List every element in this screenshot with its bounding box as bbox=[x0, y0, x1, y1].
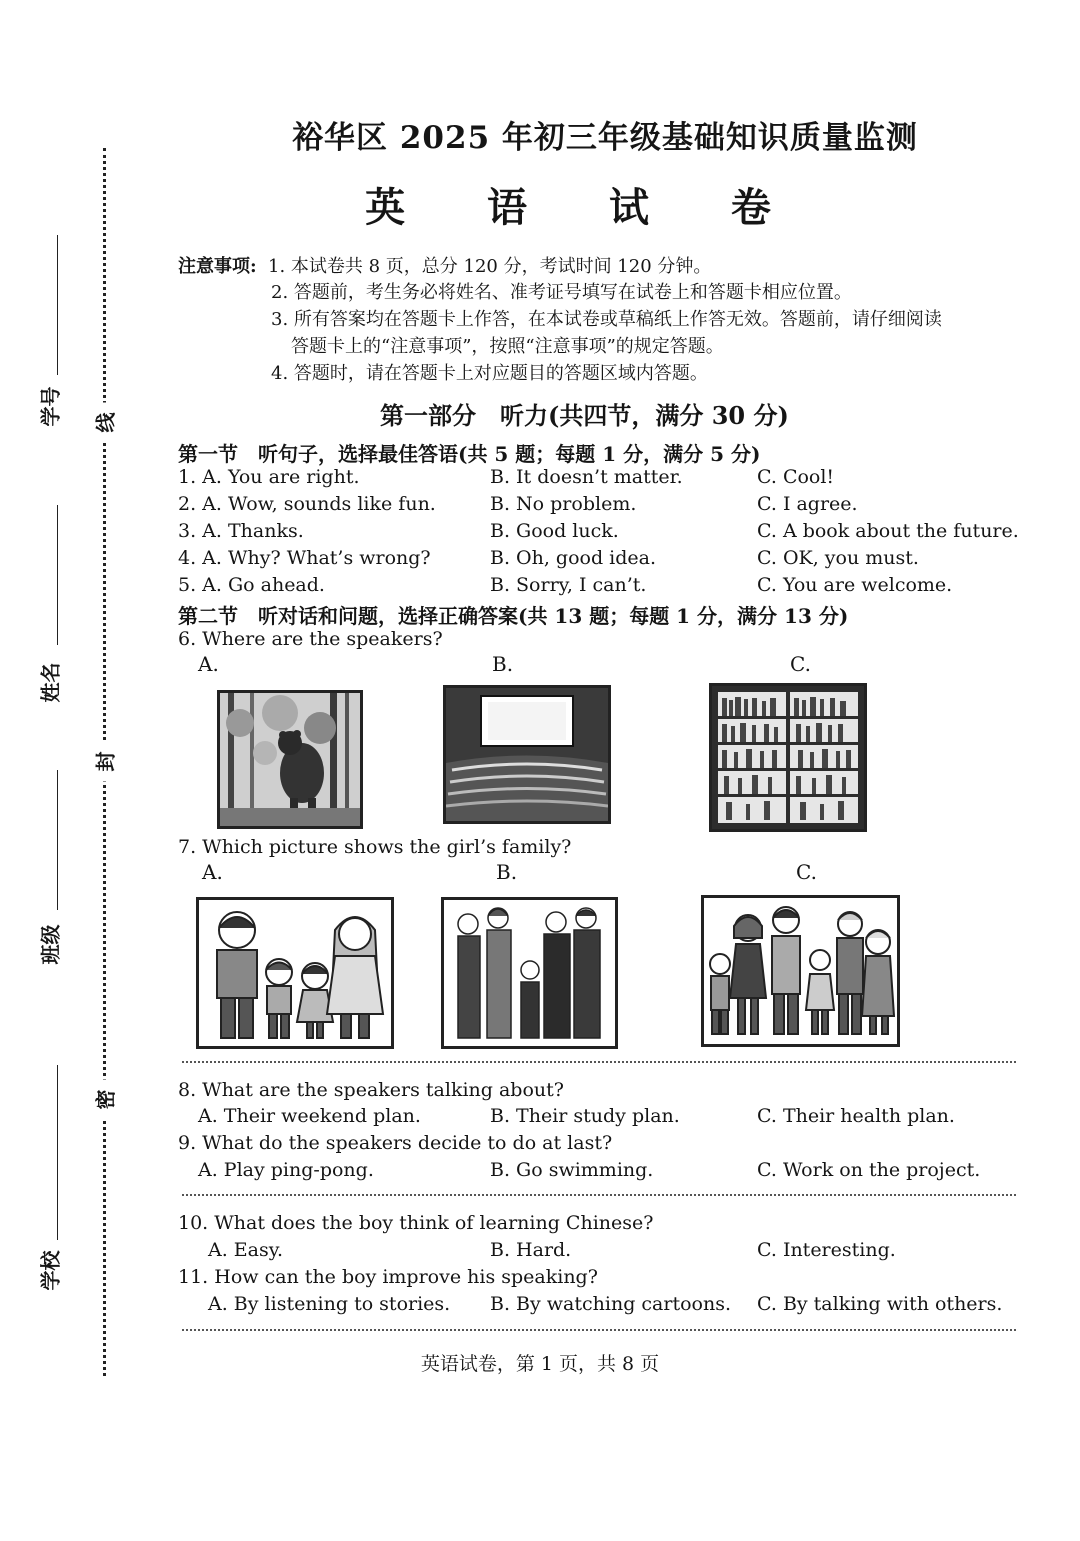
exam-title: 裕华区 2025 年初三年级基础知识质量监测 bbox=[292, 120, 918, 156]
q6-label-a: A. bbox=[198, 652, 219, 676]
q7-text: 7. Which picture shows the girl’s family? bbox=[178, 836, 572, 858]
q7-label-b: B. bbox=[496, 860, 518, 884]
student-id-label: 学号 bbox=[38, 386, 63, 427]
exam-subtitle: 英 语 试 卷 bbox=[365, 184, 805, 231]
q11-option-a: A. By listening to stories. bbox=[208, 1293, 451, 1315]
q11-option-b: B. By watching cartoons. bbox=[490, 1293, 731, 1315]
q2-option-c: C. I agree. bbox=[757, 493, 858, 515]
forest-bear-illustration bbox=[220, 693, 360, 826]
q8-option-a: A. Their weekend plan. bbox=[198, 1105, 421, 1127]
q6-text: 6. Where are the speakers? bbox=[178, 628, 443, 650]
q1-option-c: C. Cool! bbox=[757, 466, 835, 488]
binding-mark-feng: 封 bbox=[90, 742, 119, 782]
binding-mark-mi: 密 bbox=[90, 1080, 119, 1120]
family-formal-illustration bbox=[444, 900, 615, 1046]
cinema-screen-illustration bbox=[446, 688, 608, 821]
q5-option-b: B. Sorry, I can’t. bbox=[490, 574, 647, 596]
q10-option-a: A. Easy. bbox=[208, 1239, 283, 1261]
page-footer: 英语试卷，第 1 页，共 8 页 bbox=[420, 1353, 660, 1375]
separator-3 bbox=[182, 1329, 1016, 1331]
q3-option-a: 3. A. Thanks. bbox=[178, 520, 304, 542]
q9-text: 9. What do the speakers decide to do at last? bbox=[178, 1132, 613, 1154]
q7-label-c: C. bbox=[796, 860, 817, 884]
part1-heading: 第一部分 听力(共四节，满分 30 分) bbox=[380, 401, 789, 430]
q1-option-a: 1. A. You are right. bbox=[178, 466, 360, 488]
note-item-3-cont: 答题卡上的“注意事项”，按照“注意事项”的规定答题。 bbox=[291, 336, 724, 357]
q1-option-b: B. It doesn’t matter. bbox=[490, 466, 683, 488]
q4-option-c: C. OK, you must. bbox=[757, 547, 919, 569]
section1-heading: 第一节 听句子，选择最佳答语(共 5 题；每题 1 分，满分 5 分) bbox=[178, 442, 761, 466]
note-item-1: 1. 本试卷共 8 页，总分 120 分，考试时间 120 分钟。 bbox=[268, 256, 712, 277]
section2-heading: 第二节 听对话和问题，选择正确答案(共 13 题；每题 1 分，满分 13 分) bbox=[178, 604, 849, 628]
q7-picture-family-extended bbox=[701, 895, 900, 1047]
q11-option-c: C. By talking with others. bbox=[757, 1293, 1003, 1315]
q5-option-a: 5. A. Go ahead. bbox=[178, 574, 325, 596]
q7-label-a: A. bbox=[202, 860, 223, 884]
q2-option-b: B. No problem. bbox=[490, 493, 637, 515]
q2-option-a: 2. A. Wow, sounds like fun. bbox=[178, 493, 436, 515]
q8-option-c: C. Their health plan. bbox=[757, 1105, 955, 1127]
q11-text: 11. How can the boy improve his speaking? bbox=[178, 1266, 598, 1288]
q9-option-c: C. Work on the project. bbox=[757, 1159, 981, 1181]
bookshelf-illustration bbox=[712, 686, 864, 829]
family-four-illustration bbox=[199, 900, 391, 1046]
class-label: 班级 bbox=[38, 924, 63, 965]
student-id-line bbox=[57, 235, 58, 375]
q6-picture-cinema bbox=[443, 685, 611, 824]
name-line bbox=[57, 505, 58, 645]
q6-picture-forest bbox=[217, 690, 363, 829]
name-label: 姓名 bbox=[38, 662, 63, 703]
q4-option-a: 4. A. Why? What’s wrong? bbox=[178, 547, 431, 569]
q5-option-c: C. You are welcome. bbox=[757, 574, 953, 596]
q9-option-b: B. Go swimming. bbox=[490, 1159, 654, 1181]
q8-text: 8. What are the speakers talking about? bbox=[178, 1079, 564, 1101]
q6-picture-library bbox=[709, 683, 867, 832]
q10-option-c: C. Interesting. bbox=[757, 1239, 896, 1261]
q9-option-a: A. Play ping-pong. bbox=[198, 1159, 374, 1181]
q7-picture-family-formal bbox=[441, 897, 618, 1049]
q7-picture-family-four bbox=[196, 897, 394, 1049]
q4-option-b: B. Oh, good idea. bbox=[490, 547, 657, 569]
note-item-3: 3. 所有答案均在答题卡上作答，在本试卷或草稿纸上作答无效。答题前，请仔细阅读 bbox=[271, 309, 942, 330]
class-line bbox=[57, 770, 58, 910]
binding-mark-xian: 线 bbox=[90, 403, 119, 443]
separator-2 bbox=[182, 1194, 1016, 1196]
q8-option-b: B. Their study plan. bbox=[490, 1105, 680, 1127]
q10-text: 10. What does the boy think of learning Chinese? bbox=[178, 1212, 654, 1234]
school-label: 学校 bbox=[38, 1250, 63, 1291]
q6-label-c: C. bbox=[790, 652, 811, 676]
note-item-2: 2. 答题前，考生务必将姓名、准考证号填写在试卷上和答题卡相应位置。 bbox=[271, 282, 852, 303]
family-extended-illustration bbox=[704, 898, 897, 1044]
q3-option-c: C. A book about the future. bbox=[757, 520, 1019, 542]
note-item-4: 4. 答题时，请在答题卡上对应题目的答题区域内答题。 bbox=[271, 363, 708, 384]
q10-option-b: B. Hard. bbox=[490, 1239, 572, 1261]
separator-1 bbox=[182, 1061, 1016, 1063]
q3-option-b: B. Good luck. bbox=[490, 520, 619, 542]
q6-label-b: B. bbox=[492, 652, 514, 676]
notes-heading: 注意事项: bbox=[178, 256, 257, 277]
school-line bbox=[57, 1065, 58, 1240]
